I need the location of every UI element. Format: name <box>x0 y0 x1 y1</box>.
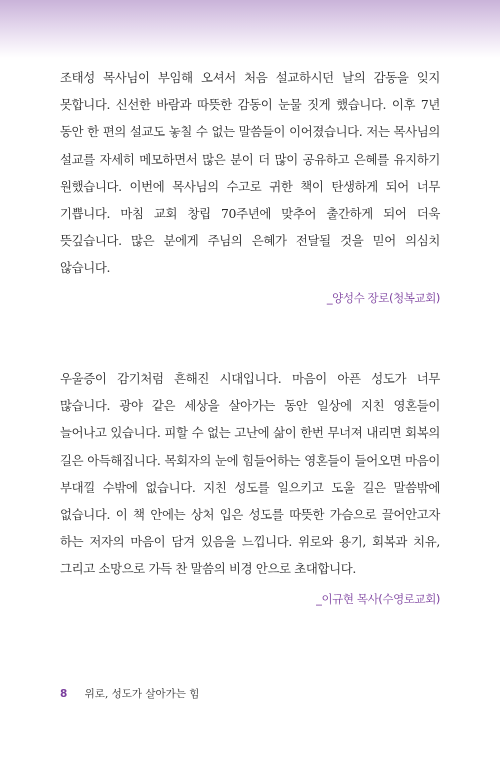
testimonial-1-text: 조태성 목사님이 부임해 오셔서 처음 설교하시던 날의 감동을 잊지 못합니다. 신선한 바람과 따뜻한 감동이 눈물 짓게 했습니다. 이후 7년 동안 한 편의 설교도 놓칠 수 없는 말씀들이 이어졌습니다. 저는 목사님의 설교를 자세히 메모하면서 많은 분이 더 많이 공유하고 은혜를 유지하기 원했습니다. 이번에 목사님의 수고로 귀한 책이 탄생하게 되어 너무 기쁩니다. 마침 교회 창립 70주년에 맞추어 출간하게 되어 더욱 뜻깊습니다. 많은 분에게 주님의 은혜가 전달될 것을 믿어 의심치 않습니다. <box>60 70 440 276</box>
header-decoration-band <box>0 0 500 58</box>
testimonial-1 <box>60 64 440 306</box>
running-title: 위로, 성도가 살아가는 힘 <box>84 688 200 700</box>
page-number: 8 <box>60 688 68 700</box>
testimonial-2-attribution: _이규현 목사(수영로교회) <box>316 591 440 606</box>
testimonial-2-text: 우울증이 감기처럼 흔해진 시대입니다. 마음이 아픈 성도가 너무 많습니다. 광야 같은 세상을 살아가는 동안 일상에 지친 영혼들이 늘어나고 있습니다. 피할 수 없는 고난에 삶이 한번 무너져 내리면 회복의 길은 아득해집니다. 목회자의 눈에 힘들어하는 영혼들이 들어오면 마음이 부대낄 수밖에 없습니다. 지친 성도를 일으키고 도울 길은 말씀밖에 없습니다. 이 책 안에는 상처 입은 성도를 따뜻한 가슴으로 끌어안고자 하는 저자의 마음이 담겨 있음을 느낍니다. 위로와 용기, 회복과 치유, 그리고 소망으로 가득 찬 말씀의 비경 안으로 초대합니다. <box>60 371 440 577</box>
page-footer <box>60 686 199 701</box>
testimonial-1-attribution: _양성수 장로(청복교회) <box>326 290 440 305</box>
testimonial-2 <box>60 365 440 607</box>
